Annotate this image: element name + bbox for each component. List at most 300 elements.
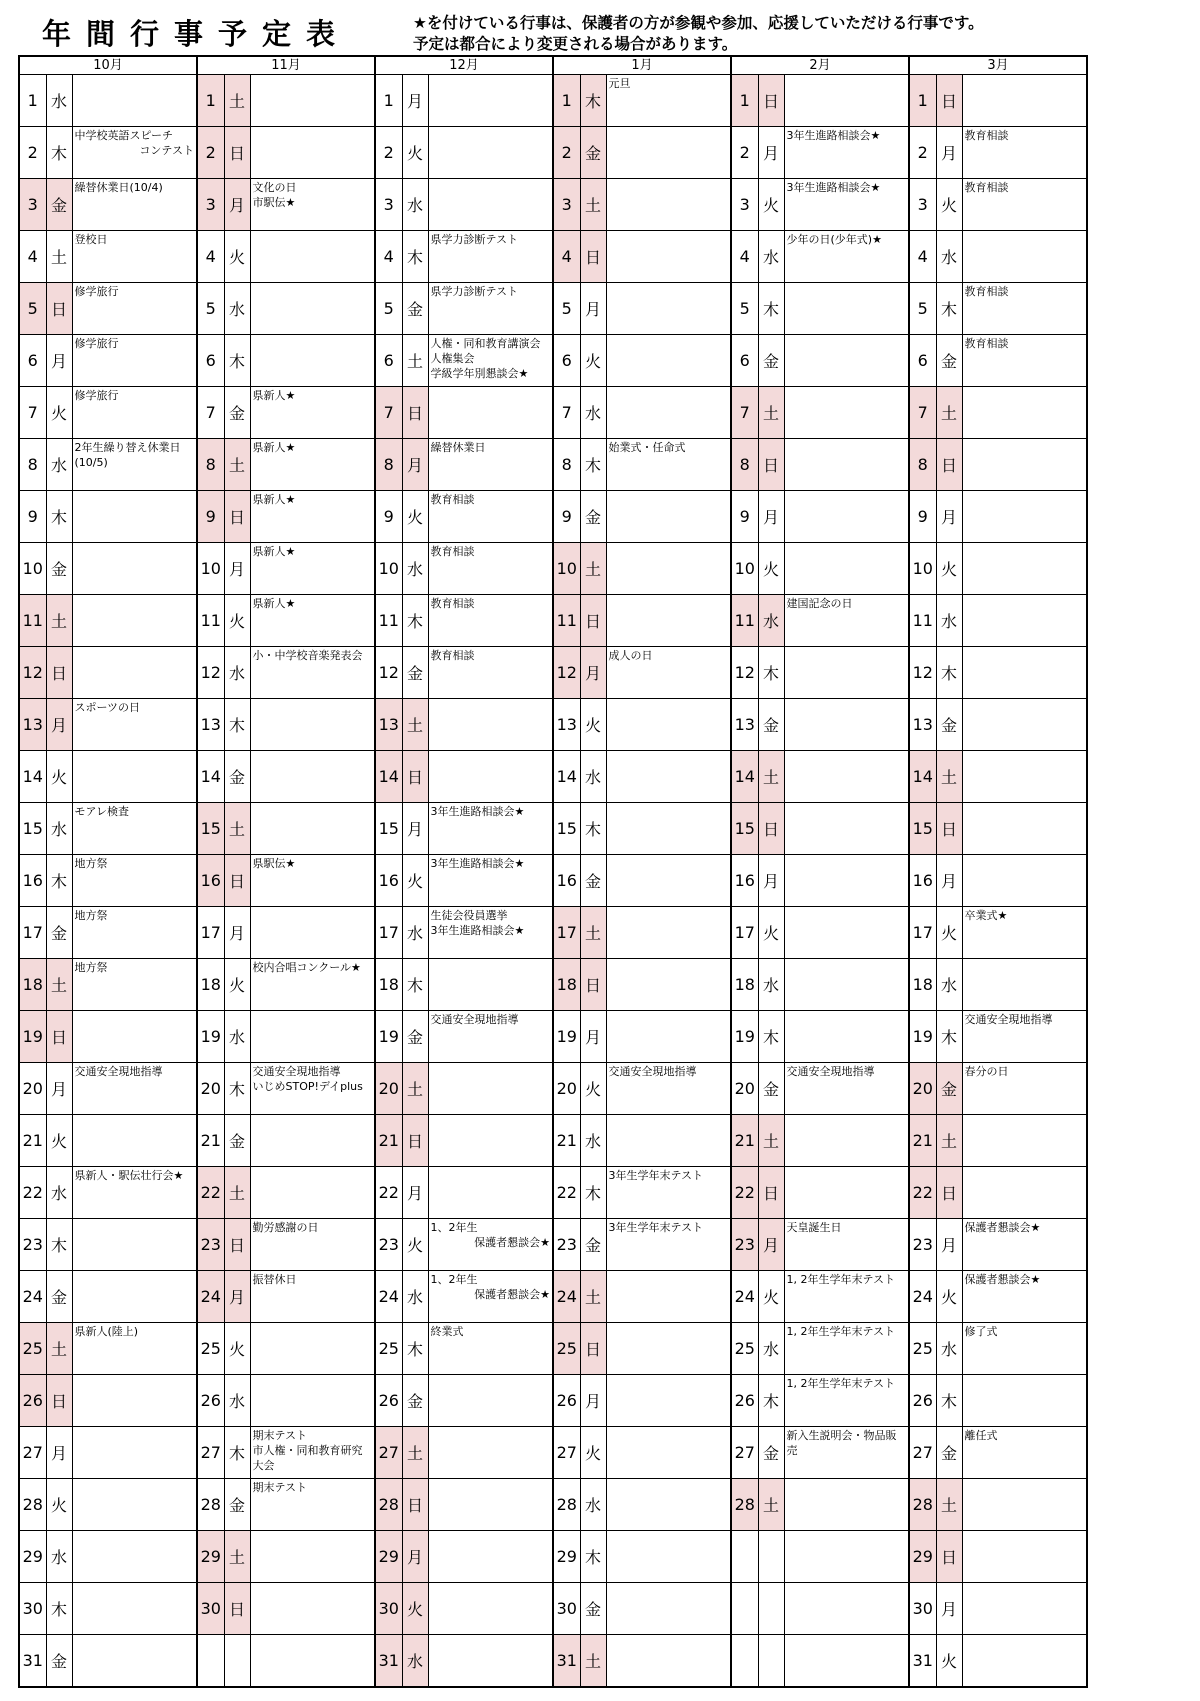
event-text: 振替休日 <box>252 1273 297 1286</box>
weekday: 木 <box>402 1323 428 1375</box>
event-cell <box>784 647 909 699</box>
day-number: 13 <box>553 699 580 751</box>
event-text: 県新人・駅伝壮行会★ <box>74 1169 184 1182</box>
day-number: 22 <box>19 1167 46 1219</box>
weekday: 水 <box>402 543 428 595</box>
weekday: 木 <box>46 1583 72 1635</box>
day-number: 20 <box>731 1063 758 1115</box>
event-cell <box>72 1375 197 1427</box>
day-number: 20 <box>19 1063 46 1115</box>
day-number: 15 <box>19 803 46 855</box>
table-row <box>19 1115 1087 1167</box>
event-text: 少年の日(少年式)★ <box>786 233 882 246</box>
event-cell <box>962 1063 1087 1115</box>
weekday: 火 <box>936 1271 962 1323</box>
day-number: 23 <box>197 1219 224 1271</box>
event-cell <box>250 1427 375 1479</box>
weekday: 土 <box>758 751 784 803</box>
weekday: 月 <box>580 1011 606 1063</box>
weekday: 水 <box>402 179 428 231</box>
day-number: 26 <box>197 1375 224 1427</box>
event-cell <box>784 855 909 907</box>
event-cell <box>606 387 731 439</box>
event-cell <box>72 1531 197 1583</box>
weekday: 金 <box>936 335 962 387</box>
day-number: 11 <box>19 595 46 647</box>
weekday: 月 <box>936 491 962 543</box>
day-number: 30 <box>909 1583 936 1635</box>
weekday: 水 <box>936 1323 962 1375</box>
event-cell <box>428 1635 553 1688</box>
event-cell <box>784 335 909 387</box>
weekday: 金 <box>402 283 428 335</box>
weekday: 日 <box>224 1583 250 1635</box>
day-number: 13 <box>731 699 758 751</box>
table-row <box>19 491 1087 543</box>
event-text: いじめSTOP!デイplus <box>252 1080 363 1093</box>
day-number: 15 <box>197 803 224 855</box>
day-number: 4 <box>909 231 936 283</box>
event-cell <box>606 595 731 647</box>
event-cell <box>962 491 1087 543</box>
weekday: 木 <box>46 1219 72 1271</box>
event-cell <box>72 387 197 439</box>
weekday: 金 <box>402 647 428 699</box>
weekday: 水 <box>402 1635 428 1688</box>
weekday: 土 <box>580 907 606 959</box>
day-number: 29 <box>19 1531 46 1583</box>
day-number: 24 <box>19 1271 46 1323</box>
event-cell <box>962 803 1087 855</box>
event-text: 修了式 <box>964 1325 998 1338</box>
event-cell <box>784 751 909 803</box>
day-number: 20 <box>197 1063 224 1115</box>
event-text: 県駅伝★ <box>252 857 296 870</box>
day-number: 2 <box>197 127 224 179</box>
event-cell <box>250 231 375 283</box>
day-number: 31 <box>19 1635 46 1688</box>
event-cell <box>606 1115 731 1167</box>
weekday: 火 <box>758 543 784 595</box>
event-cell <box>428 1115 553 1167</box>
day-number: 27 <box>19 1427 46 1479</box>
weekday: 金 <box>758 1427 784 1479</box>
day-number: 18 <box>375 959 402 1011</box>
event-cell <box>962 283 1087 335</box>
day-number: 8 <box>19 439 46 491</box>
weekday: 木 <box>580 75 606 127</box>
day-number: 2 <box>375 127 402 179</box>
weekday: 水 <box>46 803 72 855</box>
event-text: 県新人★ <box>252 389 296 402</box>
day-number: 15 <box>553 803 580 855</box>
event-cell <box>962 1323 1087 1375</box>
weekday: 木 <box>224 1063 250 1115</box>
event-cell <box>962 1115 1087 1167</box>
day-number: 1 <box>197 75 224 127</box>
event-text: 交通安全現地指導 <box>786 1065 875 1078</box>
day-number: 21 <box>909 1115 936 1167</box>
weekday: 月 <box>224 543 250 595</box>
day-number: 10 <box>553 543 580 595</box>
event-cell <box>428 1583 553 1635</box>
event-cell <box>250 751 375 803</box>
weekday: 金 <box>936 1427 962 1479</box>
weekday: 土 <box>46 231 72 283</box>
day-number: 11 <box>553 595 580 647</box>
event-cell <box>784 1323 909 1375</box>
weekday: 金 <box>402 1375 428 1427</box>
event-text: 期末テスト <box>252 1429 308 1442</box>
day-number: 16 <box>731 855 758 907</box>
event-cell <box>250 1583 375 1635</box>
day-number: 30 <box>197 1583 224 1635</box>
day-number: 23 <box>375 1219 402 1271</box>
weekday: 日 <box>936 1167 962 1219</box>
event-text: 建国記念の日 <box>786 597 853 610</box>
day-number: 25 <box>909 1323 936 1375</box>
day-number: 16 <box>553 855 580 907</box>
day-number: 7 <box>375 387 402 439</box>
weekday: 日 <box>936 75 962 127</box>
event-cell <box>606 439 731 491</box>
weekday: 水 <box>46 75 72 127</box>
day-number: 8 <box>909 439 936 491</box>
day-number: 25 <box>553 1323 580 1375</box>
day-number: 17 <box>197 907 224 959</box>
month-header: 2月 <box>731 56 909 75</box>
event-cell <box>72 1635 197 1688</box>
event-cell <box>428 491 553 543</box>
day-number: 10 <box>375 543 402 595</box>
weekday: 日 <box>936 803 962 855</box>
month-header: 11月 <box>197 56 375 75</box>
day-number: 16 <box>197 855 224 907</box>
weekday: 土 <box>758 1115 784 1167</box>
table-row <box>19 1375 1087 1427</box>
event-cell <box>72 1011 197 1063</box>
event-text: 3年生学年末テスト <box>608 1169 704 1182</box>
event-cell <box>962 1479 1087 1531</box>
event-text: 小・中学校音楽発表会 <box>252 649 363 662</box>
day-number: 31 <box>375 1635 402 1688</box>
event-cell <box>428 959 553 1011</box>
day-number: 6 <box>553 335 580 387</box>
weekday: 水 <box>936 231 962 283</box>
table-row <box>19 543 1087 595</box>
day-number: 4 <box>19 231 46 283</box>
weekday: 木 <box>758 647 784 699</box>
weekday: 日 <box>402 1479 428 1531</box>
event-cell <box>428 1063 553 1115</box>
weekday: 月 <box>402 75 428 127</box>
day-number: 5 <box>731 283 758 335</box>
day-number: 30 <box>375 1583 402 1635</box>
weekday: 木 <box>402 959 428 1011</box>
empty-weekday-cell <box>758 1635 784 1688</box>
table-row <box>19 1479 1087 1531</box>
day-number: 17 <box>553 907 580 959</box>
day-number: 12 <box>375 647 402 699</box>
weekday: 月 <box>936 127 962 179</box>
table-row <box>19 387 1087 439</box>
table-row <box>19 855 1087 907</box>
day-number: 1 <box>731 75 758 127</box>
weekday: 月 <box>402 1167 428 1219</box>
month-header: 1月 <box>553 56 731 75</box>
day-number: 7 <box>909 387 936 439</box>
event-cell <box>428 75 553 127</box>
event-cell <box>250 387 375 439</box>
table-row <box>19 907 1087 959</box>
day-number: 21 <box>19 1115 46 1167</box>
event-cell <box>250 1063 375 1115</box>
event-cell <box>962 127 1087 179</box>
day-number: 18 <box>553 959 580 1011</box>
event-cell <box>72 751 197 803</box>
day-number: 18 <box>19 959 46 1011</box>
day-number: 14 <box>19 751 46 803</box>
weekday: 日 <box>46 1375 72 1427</box>
day-number: 29 <box>375 1531 402 1583</box>
event-text: 教育相談 <box>430 649 475 662</box>
weekday: 月 <box>936 855 962 907</box>
event-text: 県学力診断テスト <box>430 233 519 246</box>
day-number: 12 <box>731 647 758 699</box>
weekday: 月 <box>580 1375 606 1427</box>
day-number: 18 <box>197 959 224 1011</box>
header-note-schedule: 予定は都合により変更される場合があります。 <box>413 35 738 53</box>
weekday: 木 <box>580 1531 606 1583</box>
empty-weekday-cell <box>758 1583 784 1635</box>
weekday: 木 <box>46 491 72 543</box>
event-cell <box>72 959 197 1011</box>
weekday: 水 <box>224 1375 250 1427</box>
event-cell <box>428 595 553 647</box>
event-text: 文化の日 <box>252 181 297 194</box>
event-text: 県学力診断テスト <box>430 285 519 298</box>
event-cell <box>962 1167 1087 1219</box>
event-cell <box>428 543 553 595</box>
event-text: 教育相談 <box>964 285 1009 298</box>
event-text: 県新人★ <box>252 597 296 610</box>
event-cell <box>428 699 553 751</box>
event-cell <box>250 127 375 179</box>
weekday: 火 <box>936 907 962 959</box>
weekday: 火 <box>580 1427 606 1479</box>
event-text: 市人権・同和教育研究大会 <box>252 1444 363 1472</box>
day-number: 5 <box>909 283 936 335</box>
page-title: 年間行事予定表 <box>42 17 351 51</box>
event-text: 登校日 <box>74 233 108 246</box>
day-number: 24 <box>375 1271 402 1323</box>
month-header: 10月 <box>19 56 197 75</box>
event-cell <box>250 491 375 543</box>
table-row <box>19 1583 1087 1635</box>
day-number: 31 <box>553 1635 580 1688</box>
weekday: 火 <box>936 179 962 231</box>
weekday: 水 <box>580 751 606 803</box>
event-cell <box>606 907 731 959</box>
event-cell <box>250 179 375 231</box>
event-text: 教育相談 <box>430 493 475 506</box>
event-cell <box>428 1271 553 1323</box>
event-cell <box>250 647 375 699</box>
weekday: 日 <box>758 439 784 491</box>
table-row <box>19 595 1087 647</box>
event-cell <box>72 127 197 179</box>
weekday: 金 <box>580 1219 606 1271</box>
weekday: 日 <box>224 491 250 543</box>
weekday: 火 <box>46 387 72 439</box>
event-cell <box>606 1011 731 1063</box>
event-text: 保護者懇談会★ <box>964 1273 1041 1286</box>
weekday: 土 <box>758 1479 784 1531</box>
event-cell <box>962 1219 1087 1271</box>
day-number: 28 <box>731 1479 758 1531</box>
event-cell <box>428 751 553 803</box>
weekday: 木 <box>224 699 250 751</box>
empty-weekday-cell <box>224 1635 250 1688</box>
event-cell <box>784 1219 909 1271</box>
day-number: 25 <box>375 1323 402 1375</box>
weekday: 土 <box>402 1427 428 1479</box>
weekday: 月 <box>224 1271 250 1323</box>
weekday: 木 <box>224 1427 250 1479</box>
event-cell <box>606 231 731 283</box>
table-row <box>19 335 1087 387</box>
event-text: 校内合唱コンクール★ <box>252 961 361 974</box>
event-cell <box>72 647 197 699</box>
event-cell <box>784 595 909 647</box>
weekday: 土 <box>936 387 962 439</box>
day-number: 9 <box>19 491 46 543</box>
day-number: 14 <box>909 751 936 803</box>
event-cell <box>428 1323 553 1375</box>
event-cell <box>962 387 1087 439</box>
event-cell <box>428 907 553 959</box>
day-number: 28 <box>375 1479 402 1531</box>
event-cell <box>250 595 375 647</box>
weekday: 月 <box>580 283 606 335</box>
event-text: 繰替休業日 <box>430 441 486 454</box>
weekday: 土 <box>580 1271 606 1323</box>
day-number: 22 <box>197 1167 224 1219</box>
event-text: モアレ検査 <box>74 805 130 818</box>
event-text: 修学旅行 <box>74 389 119 402</box>
day-number: 9 <box>197 491 224 543</box>
schedule-table <box>18 55 1088 1688</box>
event-cell <box>962 1375 1087 1427</box>
weekday: 日 <box>936 439 962 491</box>
day-number: 23 <box>553 1219 580 1271</box>
day-number: 6 <box>909 335 936 387</box>
day-number: 11 <box>909 595 936 647</box>
weekday: 火 <box>936 1635 962 1688</box>
day-number: 29 <box>909 1531 936 1583</box>
weekday: 水 <box>580 1115 606 1167</box>
event-text: 始業式・任命式 <box>608 441 686 454</box>
day-number: 19 <box>375 1011 402 1063</box>
weekday: 火 <box>46 1115 72 1167</box>
event-text: 市駅伝★ <box>252 196 296 209</box>
day-number: 15 <box>731 803 758 855</box>
day-number: 29 <box>553 1531 580 1583</box>
weekday: 日 <box>936 1531 962 1583</box>
weekday: 木 <box>46 855 72 907</box>
event-cell <box>606 1063 731 1115</box>
event-text: 地方祭 <box>74 961 108 974</box>
weekday: 月 <box>580 647 606 699</box>
event-cell <box>72 179 197 231</box>
event-cell <box>250 699 375 751</box>
day-number: 9 <box>909 491 936 543</box>
event-text: 交通安全現地指導 <box>964 1013 1053 1026</box>
event-cell <box>606 1427 731 1479</box>
event-text: コンテスト <box>139 144 194 157</box>
day-number: 26 <box>909 1375 936 1427</box>
weekday: 木 <box>580 1167 606 1219</box>
day-number: 6 <box>731 335 758 387</box>
weekday: 日 <box>46 1011 72 1063</box>
weekday: 水 <box>224 647 250 699</box>
day-number: 22 <box>731 1167 758 1219</box>
weekday: 火 <box>402 855 428 907</box>
event-cell <box>784 491 909 543</box>
day-number: 18 <box>909 959 936 1011</box>
weekday: 火 <box>46 751 72 803</box>
weekday: 金 <box>46 907 72 959</box>
day-number: 4 <box>731 231 758 283</box>
weekday: 火 <box>224 959 250 1011</box>
weekday: 土 <box>936 751 962 803</box>
weekday: 土 <box>224 803 250 855</box>
table-row <box>19 647 1087 699</box>
event-cell <box>606 127 731 179</box>
event-cell <box>784 959 909 1011</box>
day-number: 13 <box>197 699 224 751</box>
event-cell <box>962 543 1087 595</box>
weekday: 火 <box>402 1219 428 1271</box>
event-cell <box>250 1115 375 1167</box>
event-text: 交通安全現地指導 <box>74 1065 163 1078</box>
weekday: 木 <box>224 335 250 387</box>
weekday: 土 <box>224 1167 250 1219</box>
weekday: 月 <box>758 855 784 907</box>
weekday: 火 <box>758 179 784 231</box>
day-number: 24 <box>553 1271 580 1323</box>
weekday: 月 <box>224 907 250 959</box>
day-number: 14 <box>375 751 402 803</box>
event-cell <box>784 179 909 231</box>
weekday: 金 <box>580 1583 606 1635</box>
event-cell <box>250 1479 375 1531</box>
day-number: 5 <box>553 283 580 335</box>
event-text: 修学旅行 <box>74 337 119 350</box>
day-number: 9 <box>375 491 402 543</box>
weekday: 日 <box>758 803 784 855</box>
weekday: 土 <box>224 75 250 127</box>
day-number: 1 <box>375 75 402 127</box>
weekday: 水 <box>224 283 250 335</box>
day-number: 19 <box>909 1011 936 1063</box>
empty-event-cell <box>784 1531 909 1583</box>
event-cell <box>962 439 1087 491</box>
weekday: 木 <box>46 127 72 179</box>
page-header <box>0 0 1200 52</box>
weekday: 水 <box>936 595 962 647</box>
event-cell <box>784 1375 909 1427</box>
